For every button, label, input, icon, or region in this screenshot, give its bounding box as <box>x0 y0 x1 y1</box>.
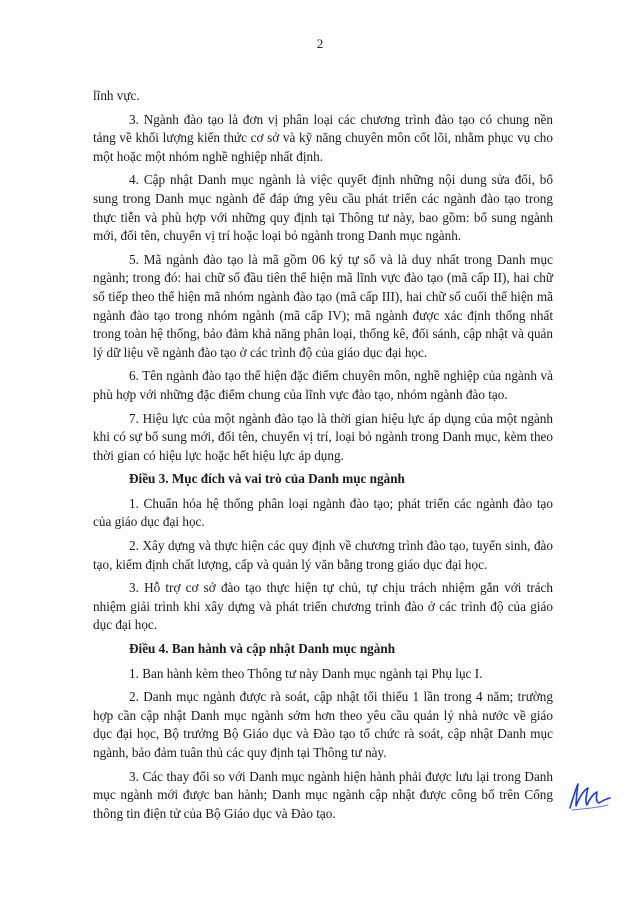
article-4-clause-2: 2. Danh mục ngành được rà soát, cập nhật tối thiểu 1 lần trong 4 năm; trường hợp cần cập nhật Danh mục ngành sớm hơn theo yêu cầu quản lý nhà nước về giáo dục đại học, Bộ trưởng Bộ Giáo dục và Đào tạo tổ chức rà soát, cập nhật Danh mục ngành, bảo đảm tuân thủ các quy định tại Thông tư này. <box>93 689 553 760</box>
document-body <box>93 87 553 828</box>
article-4-clause-1: 1. Ban hành kèm theo Thông tư này Danh mục ngành tại Phụ lục I. <box>129 665 483 681</box>
handwritten-initials-icon <box>566 778 614 814</box>
clause-5-definition: 5. Mã ngành đào tạo là mã gồm 06 ký tự số và là duy nhất trong Danh mục ngành; trong đó: hai chữ số đầu tiên thể hiện mã lĩnh vực đào tạo (mã cấp II), hai chữ số tiếp theo thể hiện mã nhóm ngành đào tạo (mã cấp III), hai chữ số cuối thể hiện mã ngành đào tạo trong nhóm ngành (mã cấp IV); mã ngành được xác định thống nhất trong toàn hệ thống, bảo đảm khả năng phân loại, thống kê, đối sánh, cập nhật và quản lý dữ liệu về ngành đào tạo ở các trình độ của giáo dục đại học. <box>93 251 553 360</box>
clause-7-definition: 7. Hiệu lực của một ngành đào tạo là thời gian hiệu lực áp dụng của một ngành khi có sự bổ sung mới, đổi tên, chuyển vị trí, loại bỏ ngành trong Danh mục, kèm theo thời gian có hiệu lực hoặc hết hiệu lực áp dụng. <box>93 410 553 463</box>
article-3-clause-3: 3. Hỗ trợ cơ sở đào tạo thực hiện tự chủ, tự chịu trách nhiệm gắn với trách nhiệm giải trình khi xây dựng và phát triển chương trình đào ở các trình độ của giáo dục đại học. <box>93 580 553 633</box>
paragraph-continuation: lĩnh vực. <box>93 88 140 103</box>
article-3-clause-1: 1. Chuẩn hóa hệ thống phân loại ngành đào tạo; phát triển các ngành đào tạo của giáo dục đại học. <box>93 495 553 530</box>
article-4-heading: Điều 4. Ban hành và cập nhật Danh mục ngành <box>129 641 396 657</box>
article-3-clause-2: 2. Xây dựng và thực hiện các quy định về chương trình đào tạo, tuyển sinh, đào tạo, kiểm định chất lượng, cấp và quản lý văn bằng trong giáo dục đại học. <box>93 538 553 572</box>
article-4-clause-3: 3. Các thay đổi so với Danh mục ngành hiện hành phải được lưu lại trong Danh mục ngành mới được ban hành; Danh mục ngành cập nhật được công bố trên Cổng thông tin điện tử của Bộ Giáo dục và Đào tạo. <box>93 768 553 821</box>
clause-4-definition: 4. Cập nhật Danh mục ngành là việc quyết định những nội dung sửa đổi, bổ sung trong Danh mục ngành để đáp ứng yêu cầu phát triển các ngành đào tạo trong thực tiễn và phù hợp với những quy định tại Thông tư này, bao gồm: bổ sung ngành mới, đổi tên, chuyển vị trí hoặc loại bỏ ngành trong Danh mục ngành. <box>93 172 553 244</box>
article-3-heading: Điều 3. Mục đích và vai trò của Danh mục ngành <box>129 471 405 487</box>
clause-3-definition: 3. Ngành đào tạo là đơn vị phân loại các chương trình đào tạo có chung nền tảng về khối lượng kiến thức cơ sở và kỹ năng chuyên môn cốt lõi, nhằm phục vụ cho một hoặc một nhóm nghề nghiệp nhất định. <box>93 111 553 164</box>
page-number: 2 <box>316 36 324 51</box>
clause-6-definition: 6. Tên ngành đào tạo thể hiện đặc điểm chuyên môn, nghề nghiệp của ngành và phù hợp với những đặc điểm chung của lĩnh vực đào tạo, nhóm ngành đào tạo. <box>93 368 553 402</box>
